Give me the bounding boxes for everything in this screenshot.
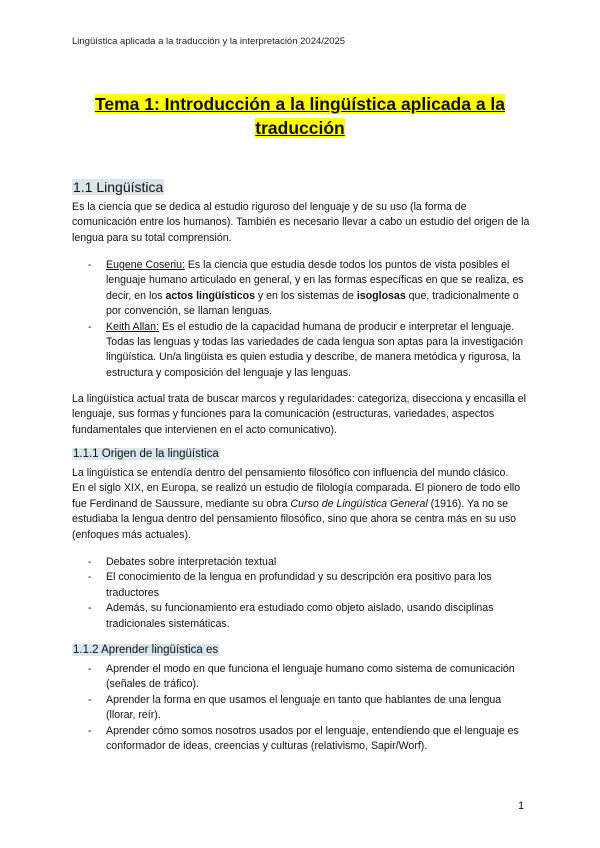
section-heading-1-1-2: 1.1.2 Aprender lingüística es — [73, 644, 219, 656]
list-item: - Aprender la forma en que usamos el lenguaje en tanto que hablantes de una lengua (llorar, reír). — [88, 693, 502, 722]
list-item: - El conocimiento de la lengua en profundidad y su descripción era positivo para los traductores — [88, 571, 492, 599]
section-heading-1-1: 1.1 Lingüística — [73, 179, 164, 195]
section-1-1-outro: La lingüística actual trata de buscar marcos y regularidades: categoriza, disecciona y encasilla el lenguaje, sus formas y funciones para la comunicación (estructuras, variedades, aspectos fundamentales que intervienen en el acto comunicativo). — [72, 393, 527, 436]
book-title: Curso de Lingüística General — [290, 497, 428, 510]
origin-paragraph-2: En el siglo XIX, en Europa, se realizó un estudio de filología comparada. El pionero de todo ello fue Ferdinand de Saussure, mediante su obra Curso de Lingüística General (1916). Ya no se estudiaba la lengua dentro del pensamiento filosófico, sino que ahora se centra más en su uso (enfoques más actuales). — [72, 482, 521, 541]
section-1-1-1-text — [72, 466, 530, 543]
section-heading-1-1-1: 1.1.1 Origen de la lingüística — [73, 448, 219, 460]
definition-coseriu: - Eugene Coseriu: Es la ciencia que estudia desde todos los puntos de vista posibles el lenguaje humano articulado en general, y en las formas específicas en que se realiza, es decir, en los actos lingüísticos y en los sistemas de isoglosas que, tradicionalmente o por convención, se llaman lenguas. — [88, 259, 524, 318]
page-number: 1 — [518, 800, 525, 812]
list-item: - Además, su funcionamiento era estudiado como objeto aislado, usando disciplinas tradicionales sistemáticas. — [88, 602, 494, 630]
definition-allan: - Keith Allan: Es el estudio de la capacidad humana de producir e interpretar el lenguaje. Todas las lenguas y todas las variedades de cada lengua son aptas para la investigación lingüística. Un/a lingüista es quien estudia y describe, de manera metódica y rigurosa, la estructura y composición del lenguaje y las lenguas. — [88, 320, 523, 379]
author-coseriu: Eugene Coseriu: — [106, 259, 185, 271]
list-item: - Aprender cómo somos nosotros usados por el lenguaje, entendiendo que el lenguaje es conformador de ideas, creencias y culturas (relativismo, Sapir/Worf). — [88, 724, 519, 753]
list-item: - Aprender el modo en que funciona el lenguaje humano como sistema de comunicación (señales de tráfico). — [88, 663, 515, 691]
document-title — [72, 92, 528, 140]
list-item: - Debates sobre interpretación textual — [88, 556, 277, 568]
running-header: Lingüística aplicada a la traducción y la interpretación 2024/2025 — [72, 36, 346, 47]
definitions-list — [72, 258, 530, 381]
origin-list — [72, 555, 530, 632]
origin-paragraph-1: La lingüística se entendía dentro del pensamiento filosófico con influencia del mundo clásico. — [72, 467, 509, 479]
title-line-1: Tema 1: Introducción a la lingüística aplicada a la — [94, 94, 506, 114]
section-1-1-intro: Es la ciencia que se dedica al estudio riguroso del lenguaje y de su uso (la forma de comunicación entre los humanos). También es necesario llevar a cabo un estudio del origen de la lengua para su total comprensión. — [72, 201, 530, 244]
title-line-2: traducción — [255, 118, 345, 138]
author-allan: Keith Allan: — [106, 320, 160, 333]
learning-list — [72, 662, 530, 754]
